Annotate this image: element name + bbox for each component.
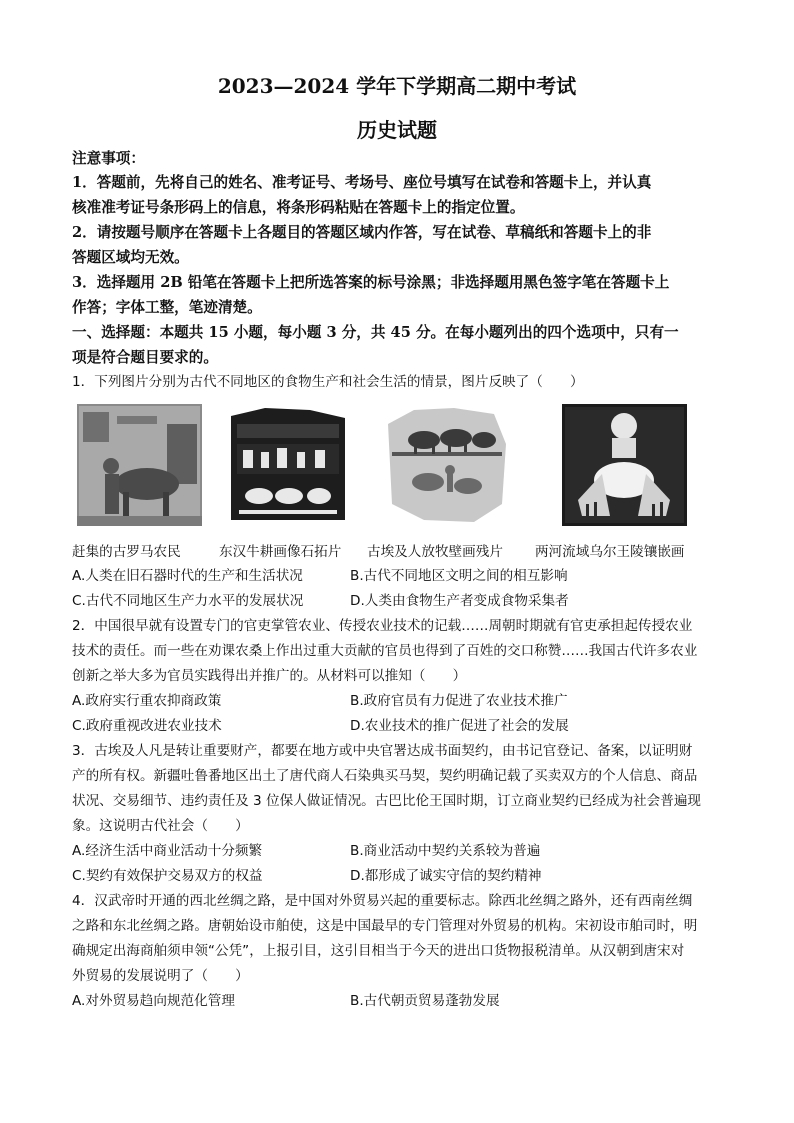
caption-roman-farmer: 赶集的古罗马农民: [72, 544, 181, 560]
section-heading-line-2: 项是符合题目要求的。: [72, 349, 218, 366]
notes-item-3-line-1: 3．选择题用 2B 铅笔在答题卡上把所选答案的标号涂黑；非选择题用黑色签字笔在答题卡上: [72, 274, 670, 291]
notes-item-1-line-1: 1．答题前，先将自己的姓名、准考证号、考场号、座位号填写在试卷和答题卡上，并认真: [72, 174, 652, 191]
q1-option-d: D.人类由食物生产者变成食物采集者: [350, 593, 569, 609]
han-ox-plough-rubbing-image: [225, 404, 350, 526]
q4-option-a: A.对外贸易趋向规范化管理: [72, 993, 235, 1009]
exam-title: 2023—2024 学年下学期高二期中考试: [217, 74, 577, 98]
caption-ur-mosaic: 两河流域乌尔王陵镶嵌画: [535, 544, 685, 560]
q4-stem-line-2: 之路和东北丝绸之路。唐朝始设市舶使，这是中国最早的专门管理对外贸易的机构。宋初设市舶司时，明: [72, 918, 698, 934]
q4-stem-line-1: 4．汉武帝时开通的西北丝绸之路，是中国对外贸易兴起的重要标志。除西北丝绸之路外，还有西南丝绸: [72, 893, 693, 909]
q3-stem-line-2: 产的所有权。新疆吐鲁番地区出土了唐代商人石染典买马契，契约明确记载了买卖双方的个人信息、商品: [72, 768, 698, 784]
q2-stem-line-2: 技术的责任。而一些在劝课农桑上作出过重大贡献的官员也得到了百姓的交口称赞……我国古代许多农业: [72, 643, 698, 659]
notes-item-3-line-2: 作答；字体工整，笔迹清楚。: [72, 299, 262, 316]
q2-stem-line-3: 创新之举大多为官员实践得出并推广的。从材料可以推知（ ）: [72, 668, 467, 684]
egyptian-herding-mural-image: [384, 404, 509, 526]
q1-option-c: C.古代不同地区生产力水平的发展状况: [72, 593, 304, 609]
caption-egyptian-herding: 古埃及人放牧壁画残片: [367, 544, 503, 560]
notes-item-1-line-2: 核准准考证号条形码上的信息，将条形码粘贴在答题卡上的指定位置。: [72, 199, 525, 216]
q3-option-d: D.都形成了诚实守信的契约精神: [350, 868, 542, 884]
q4-option-b: B.古代朝贡贸易蓬勃发展: [350, 993, 500, 1009]
q3-stem-line-4: 象。这说明古代社会（ ）: [72, 818, 249, 834]
q1-stem: 1．下列图片分别为古代不同地区的食物生产和社会生活的情景，图片反映了（ ）: [72, 374, 584, 390]
q3-stem-line-1: 3．古埃及人凡是转让重要财产，都要在地方或中央官署达成书面契约，由书记官登记、备案，以证明财: [72, 743, 693, 759]
q3-option-c: C.契约有效保护交易双方的权益: [72, 868, 263, 884]
q3-option-b: B.商业活动中契约关系较为普遍: [350, 843, 541, 859]
q2-option-d: D.农业技术的推广促进了社会的发展: [350, 718, 569, 734]
q1-option-a: A.人类在旧石器时代的生产和生活状况: [72, 568, 303, 584]
q4-stem-line-4: 外贸易的发展说明了（ ）: [72, 968, 249, 984]
q2-option-c: C.政府重视改进农业技术: [72, 718, 222, 734]
exam-subtitle: 历史试题: [357, 118, 437, 142]
notes-heading: 注意事项：: [72, 150, 145, 167]
q2-option-a: A.政府实行重农抑商政策: [72, 693, 222, 709]
q1-option-b: B.古代不同地区文明之间的相互影响: [350, 568, 568, 584]
notes-item-2-line-1: 2．请按题号顺序在答题卡上各题目的答题区域内作答，写在试卷、草稿纸和答题卡上的非: [72, 224, 652, 241]
q3-option-a: A.经济生活中商业活动十分频繁: [72, 843, 263, 859]
q4-stem-line-3: 确规定出海商舶须申领“公凭”，上报引目，这引目相当于今天的进出口货物报税清单。从汉朝到唐宋对: [72, 943, 685, 959]
q2-stem-line-1: 2．中国很早就有设置专门的官吏掌管农业、传授农业技术的记载……周朝时期就有官吏承担起传授农业: [72, 618, 693, 634]
ur-royal-tomb-mosaic-image: [562, 404, 687, 526]
notes-item-2-line-2: 答题区域均无效。: [72, 249, 189, 266]
q2-option-b: B.政府官员有力促进了农业技术推广: [350, 693, 568, 709]
section-heading-line-1: 一、选择题：本题共 15 小题，每小题 3 分，共 45 分。在每小题列出的四个选项中，只有一: [72, 324, 679, 341]
q3-stem-line-3: 状况、交易细节、违约责任及 3 位保人做证情况。古巴比伦王国时期，订立商业契约已经成为社会普遍现: [72, 793, 702, 809]
roman-farmer-image: [77, 404, 202, 526]
caption-han-ox-plough: 东汉牛耕画像石拓片: [219, 544, 342, 560]
